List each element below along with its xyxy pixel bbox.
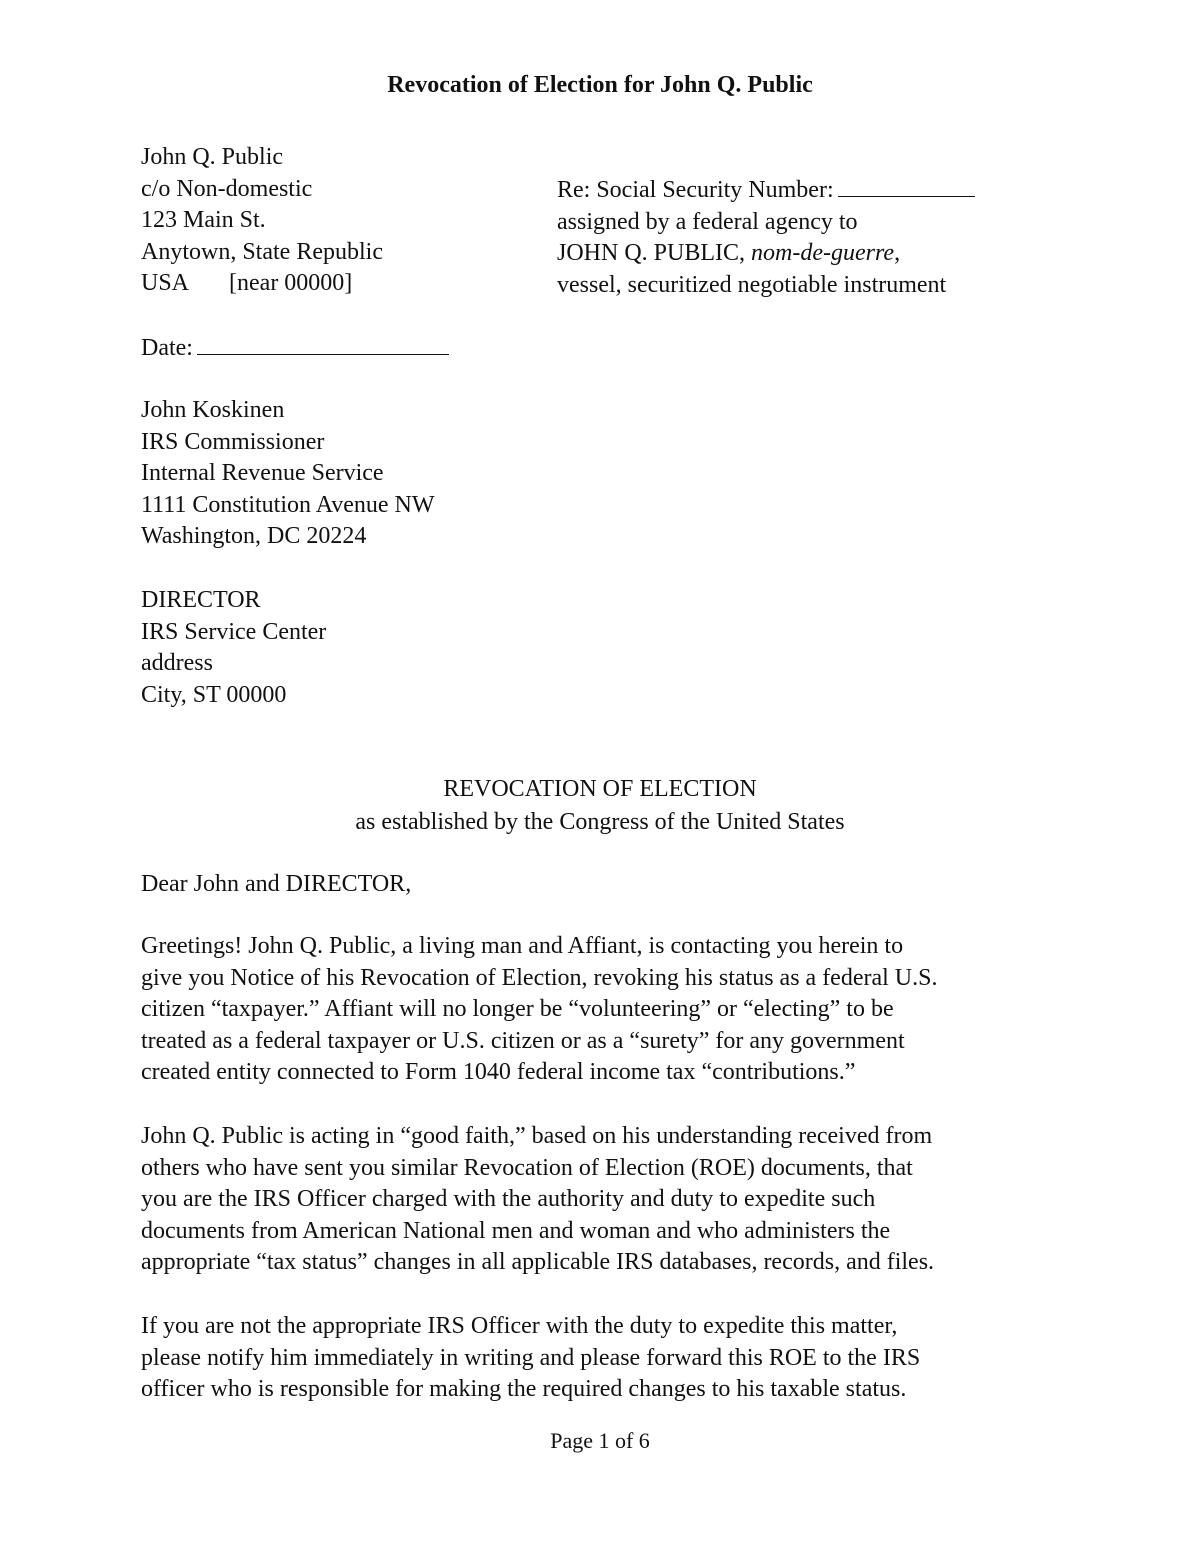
paragraph-line: you are the IRS Officer charged with the authority and duty to expedite such — [141, 1186, 876, 1213]
paragraph-line: created entity connected to Form 1040 federal income tax “contributions.” — [141, 1059, 856, 1086]
re-ssn-label: Re: Social Security Number: — [557, 177, 834, 203]
director-name: DIRECTOR — [141, 587, 261, 613]
re-name: JOHN Q. PUBLIC, — [557, 240, 746, 267]
sender-address — [141, 142, 383, 300]
paragraph-line: others who have sent you similar Revocation of Election (ROE) documents, that — [141, 1154, 913, 1181]
re-line-3 — [557, 238, 975, 270]
commissioner-org: Internal Revenue Service — [141, 460, 384, 487]
document-title: Revocation of Election for John Q. Public — [387, 72, 813, 98]
paragraph-line: citizen “taxpayer.” Affiant will no longer be “volunteering” or “electing” to be — [141, 996, 894, 1023]
re-comma: , — [894, 240, 901, 267]
paragraph-line: If you are not the appropriate IRS Officer with the duty to expedite this matter, — [141, 1313, 898, 1339]
director-city: City, ST 00000 — [141, 681, 287, 708]
paragraph-line: appropriate “tax status” changes in all applicable IRS databases, records, and files. — [141, 1249, 935, 1276]
section-heading — [0, 773, 1200, 839]
paragraph-line: Greetings! John Q. Public, a living man and Affiant, is contacting you herein to — [141, 933, 904, 959]
date-line — [141, 332, 449, 362]
paragraph-line: officer who is responsible for making the required changes to his taxable status. — [141, 1376, 907, 1403]
re-nom-de-guerre: nom-de-guerre — [751, 240, 895, 267]
re-line-4: vessel, securitized negotiable instrument — [557, 271, 947, 298]
paragraph-line: please notify him immediately in writing and please forward this ROE to the IRS — [141, 1344, 921, 1371]
re-ssn-line — [557, 174, 975, 207]
sender-care-of: c/o Non-domestic — [141, 175, 313, 202]
paragraph-good-faith — [141, 1121, 1061, 1279]
director-street: address — [141, 650, 213, 677]
paragraph-line: documents from American National men and woman and who administers the — [141, 1217, 891, 1244]
re-line-2: assigned by a federal agency to — [557, 208, 858, 235]
director-address — [141, 585, 326, 711]
date-blank-field — [197, 332, 449, 355]
sender-city: Anytown, State Republic — [141, 238, 383, 265]
paragraph-line: give you Notice of his Revocation of Election, revoking his status as a federal U.S. — [141, 964, 938, 991]
paragraph-notify — [141, 1311, 1061, 1406]
salutation: Dear John and DIRECTOR, — [141, 871, 412, 897]
page-number-footer: Page 1 of 6 — [550, 1428, 650, 1453]
heading-sub: as established by the Congress of the United States — [355, 809, 845, 835]
heading-main: REVOCATION OF ELECTION — [443, 776, 757, 802]
sender-zip-note: [near 00000] — [229, 270, 353, 297]
sender-name: John Q. Public — [141, 144, 284, 170]
commissioner-address — [141, 395, 435, 553]
paragraph-line: John Q. Public is acting in “good faith,” based on his understanding received from — [141, 1123, 933, 1149]
sender-country: USA — [141, 270, 190, 297]
commissioner-title: IRS Commissioner — [141, 428, 325, 455]
ssn-blank-field — [838, 174, 975, 197]
commissioner-city: Washington, DC 20224 — [141, 523, 367, 550]
director-org: IRS Service Center — [141, 618, 327, 645]
sender-street: 123 Main St. — [141, 207, 266, 234]
paragraph-greetings — [141, 931, 1061, 1089]
sender-country-line — [141, 268, 383, 300]
paragraph-line: treated as a federal taxpayer or U.S. citizen or as a “surety” for any government — [141, 1027, 905, 1054]
commissioner-street: 1111 Constitution Avenue NW — [141, 491, 435, 518]
date-label: Date: — [141, 335, 193, 361]
re-block — [557, 174, 975, 301]
commissioner-name: John Koskinen — [141, 397, 285, 423]
